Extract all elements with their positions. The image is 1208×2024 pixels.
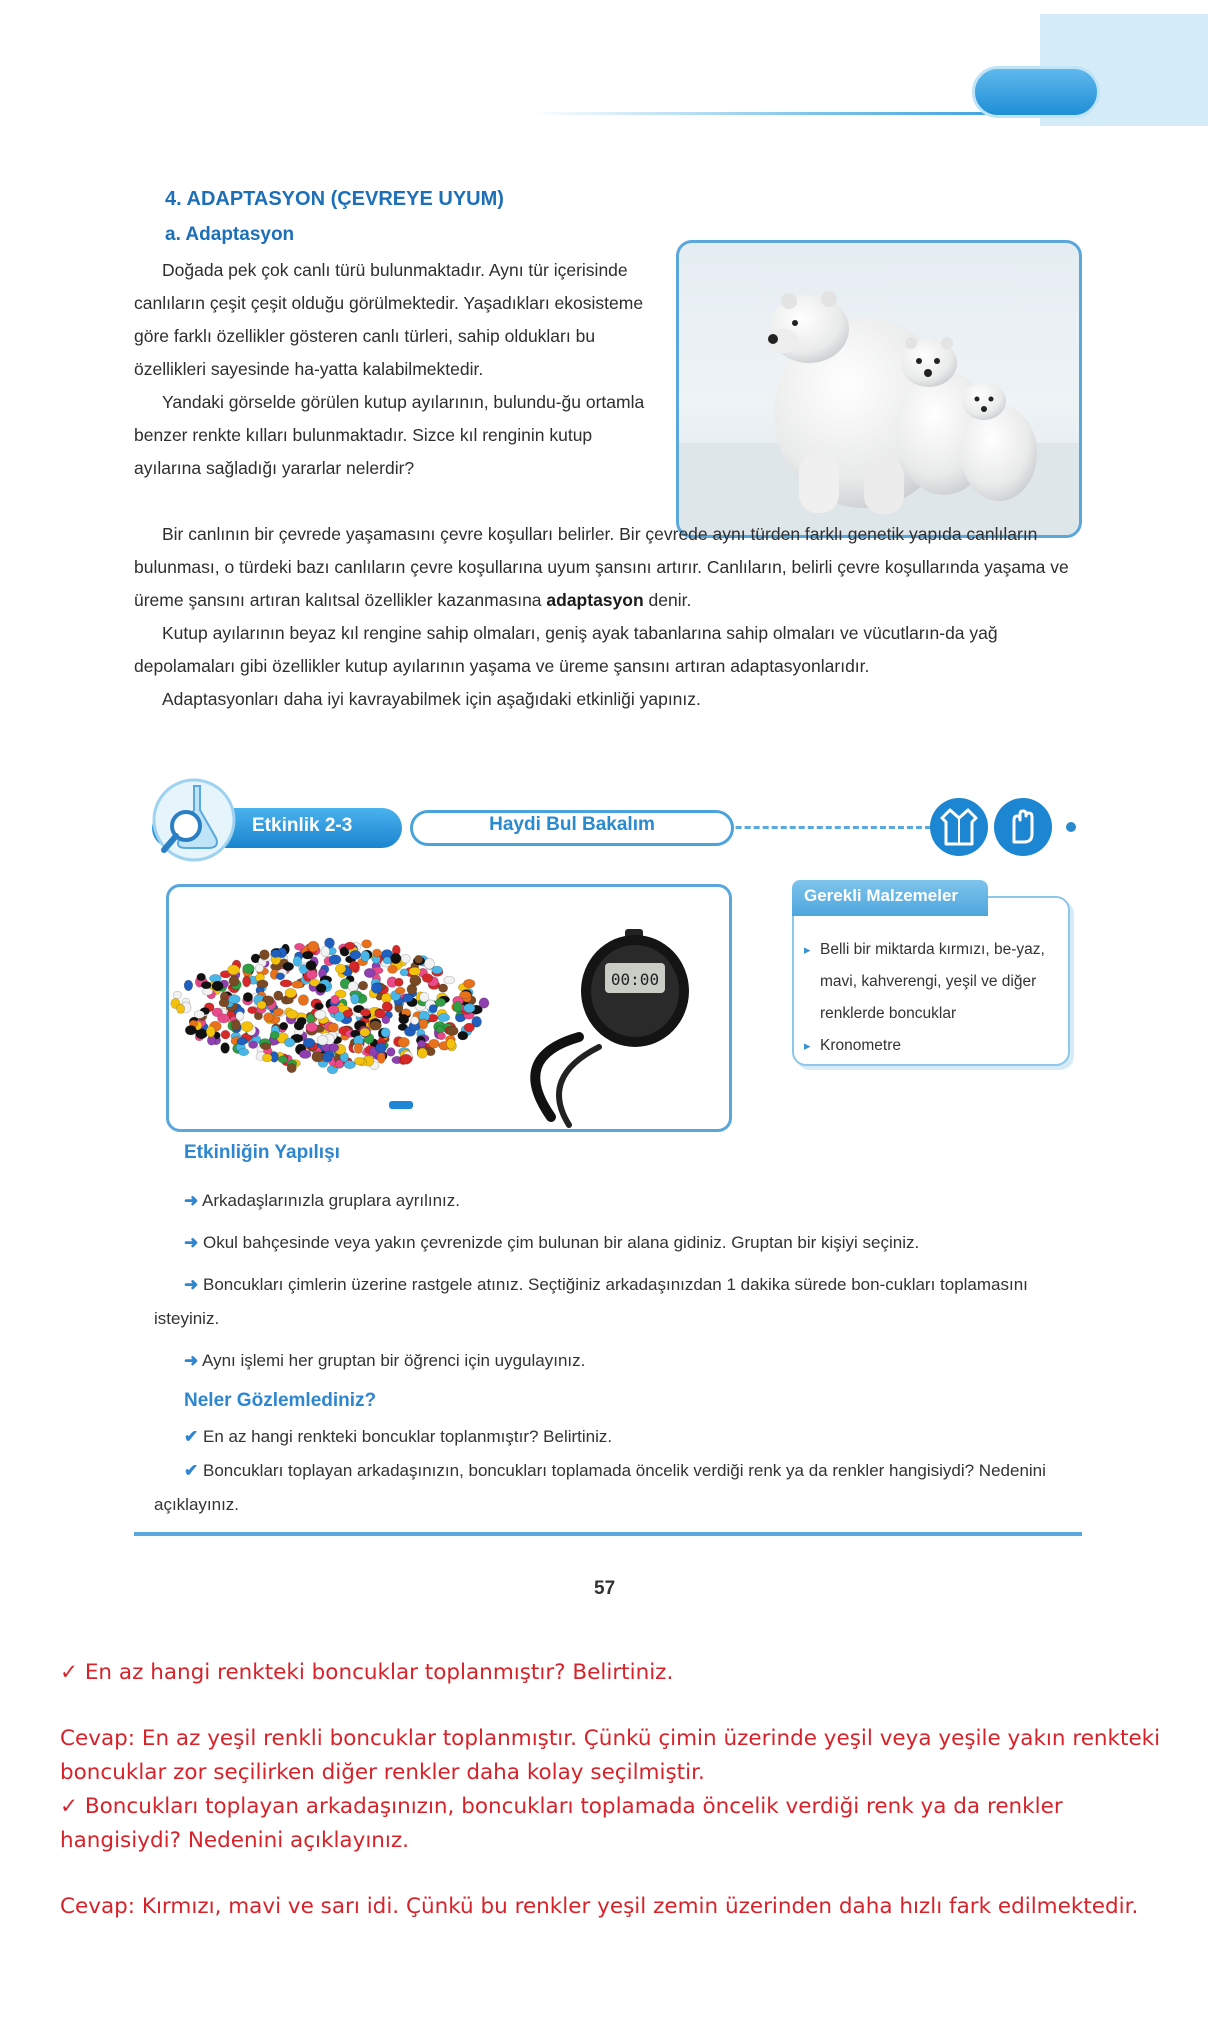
observation-question-2: Boncukları toplayan arkadaşınızın, boncukları toplamada öncelik verdiği renk ya da renkler hangisiydi? Nedenini açıklayınız.	[154, 1461, 1046, 1514]
bead	[221, 1043, 230, 1054]
materials-list	[804, 934, 1060, 1062]
bead	[315, 1003, 324, 1010]
bead	[391, 953, 401, 964]
check-icon: ✔	[184, 1461, 199, 1480]
section-title: 4. ADAPTASYON (ÇEVREYE UYUM)	[165, 188, 504, 210]
bead	[373, 949, 382, 957]
bead	[446, 1026, 458, 1035]
procedure-step-2: Okul bahçesinde veya yakın çevrenizde çim bulunan bir alana gidiniz. Gruptan bir kişiyi seçiniz.	[202, 1233, 920, 1252]
arrow-icon: ➜	[184, 1233, 199, 1252]
stopwatch-icon	[535, 929, 689, 1125]
bead	[439, 984, 448, 992]
polar-bears-illustration	[679, 243, 1079, 535]
magnifier-flask-icon	[150, 776, 238, 864]
definition-text-before: Bir canlının bir çevrede yaşamasını çevre koşulları belirler. Bir çevrede aynı türden farklı genetik yapıda canlıların bulunması, o türdeki bazı canlıların çevre koşullarına uyum şansını artırır. Canlıların, belirli çevre koşullarında yaşama ve üreme şansını artıran kalıtsal özellikler kazanmasına	[134, 524, 1069, 610]
bead	[271, 950, 281, 958]
bead	[388, 965, 398, 973]
bead	[343, 1010, 353, 1017]
bead	[464, 1004, 475, 1013]
bead	[399, 1014, 409, 1024]
arrow-icon: ➜	[184, 1275, 199, 1294]
bead	[395, 978, 403, 986]
beads-illustration	[169, 887, 729, 1129]
bead	[231, 1020, 240, 1031]
bead	[299, 1050, 311, 1059]
bead	[322, 1053, 332, 1062]
subsection-title: a. Adaptasyon	[165, 224, 295, 245]
observation-title: Neler Gözlemlediniz?	[184, 1390, 377, 1411]
bead	[401, 954, 410, 963]
activity-intro-paragraph: Adaptasyonları daha iyi kavrayabilmek için aşağıdaki etkinliği yapınız.	[162, 689, 701, 709]
bead	[177, 1004, 185, 1013]
procedure-title: Etkinliğin Yapılışı	[184, 1142, 340, 1163]
bead	[409, 967, 421, 975]
bead	[293, 956, 302, 966]
svg-text:00:00: 00:00	[610, 970, 660, 989]
bead	[479, 998, 489, 1008]
bead	[194, 1011, 204, 1019]
bead	[249, 1041, 258, 1048]
bears-adaptation-paragraph: Kutup ayılarının beyaz kıl rengine sahip olmaları, geniş ayak tabanlarına sahip olmaları ve vücutların-da yağ depolamaları gibi özellikler kutup ayılarının yaşama ve üreme şansını artıran adaptasyonlarıdır.	[134, 623, 998, 676]
bead	[417, 1048, 427, 1058]
bead	[303, 1038, 315, 1048]
bead	[400, 1054, 411, 1064]
bead	[354, 1057, 364, 1065]
bead	[197, 973, 206, 981]
bead	[228, 995, 240, 1004]
bead	[387, 1048, 396, 1057]
bead	[284, 1038, 295, 1047]
bead	[312, 1052, 323, 1062]
bead	[228, 965, 240, 975]
bead	[239, 1049, 249, 1056]
bead	[206, 1026, 215, 1037]
bead	[453, 1002, 462, 1013]
bead	[270, 1031, 279, 1039]
bead	[328, 1023, 339, 1032]
bead	[229, 976, 239, 986]
bead	[403, 994, 414, 1002]
bead	[286, 1010, 298, 1019]
bead	[364, 968, 375, 977]
bead	[202, 988, 213, 995]
bead	[260, 1043, 271, 1050]
bead	[458, 1031, 468, 1040]
bead	[287, 1064, 296, 1073]
bead	[257, 980, 268, 988]
header-decoration-line	[530, 112, 1010, 115]
materials-item-stopwatch: ▸ Kronometre	[804, 1030, 1060, 1062]
bead	[422, 974, 433, 983]
bead	[447, 1039, 456, 1049]
bead	[400, 969, 408, 976]
bead	[351, 994, 360, 1004]
bead	[438, 1013, 450, 1021]
bead	[257, 1001, 266, 1009]
bead	[361, 951, 370, 962]
bead	[306, 961, 317, 971]
bead	[280, 980, 292, 987]
bead	[383, 957, 391, 964]
bead	[371, 983, 382, 994]
bead	[436, 998, 446, 1006]
definition-paragraph	[134, 518, 1078, 716]
bead	[278, 1056, 287, 1063]
bead	[314, 1010, 326, 1019]
bead	[432, 966, 443, 974]
bead	[236, 1011, 244, 1020]
bead	[329, 955, 341, 965]
bead	[360, 1028, 370, 1036]
bead	[377, 1052, 385, 1063]
bead	[262, 1054, 272, 1062]
bead	[255, 964, 263, 972]
answer-question-1: ✓ En az hangi renkteki boncuklar toplanmıştır? Belirtiniz.	[60, 1660, 674, 1685]
bead	[302, 951, 313, 959]
bead	[335, 964, 346, 973]
bead	[411, 1017, 419, 1025]
bead	[219, 999, 229, 1007]
bead	[414, 955, 422, 963]
page-number: 57	[594, 1578, 616, 1599]
bead	[464, 979, 475, 988]
definition-text-after: denir.	[643, 590, 692, 610]
bead	[221, 1030, 230, 1039]
bead	[328, 1006, 339, 1014]
bead	[354, 1043, 362, 1053]
bead	[243, 976, 251, 987]
bead	[317, 1036, 328, 1046]
bead	[285, 988, 296, 997]
bead	[429, 1039, 440, 1048]
answer-text-1: Cevap: En az yeşil renkli boncuklar toplanmıştır. Çünkü çimin üzerinde yeşil veya yeşile yakın renkteki boncuklar zor seçilirken diğer renkler daha kolay seçilmiştir.	[60, 1726, 1161, 1785]
bead	[264, 1013, 274, 1023]
bead	[436, 1026, 444, 1033]
definition-term: adaptasyon	[546, 590, 644, 610]
answers-section	[60, 1656, 1170, 1924]
bead	[360, 1009, 370, 1017]
bead	[243, 992, 252, 1001]
bead	[419, 1019, 428, 1029]
bead	[294, 1021, 304, 1030]
bead	[335, 1060, 343, 1068]
bead	[283, 962, 294, 971]
bead	[359, 981, 368, 990]
activity-name: Haydi Bul Bakalım	[489, 814, 655, 835]
materials-title: Gerekli Malzemeler	[804, 886, 959, 905]
bead	[376, 1043, 387, 1053]
bead	[243, 964, 255, 973]
materials-item-beads: ▸ Belli bir miktarda kırmızı, be-yaz, mavi, kahverengi, yeşil ve diğer renklerde boncuklar	[804, 934, 1060, 1030]
bead	[260, 950, 270, 960]
bead	[348, 981, 358, 991]
procedure-step-4: Aynı işlemi her gruptan bir öğrenci için uygulayınız.	[202, 1351, 586, 1370]
observation-questions	[154, 1420, 1062, 1522]
bead	[298, 995, 308, 1006]
procedure-steps	[154, 1184, 1064, 1378]
gloves-icon	[994, 798, 1052, 856]
bead	[329, 1044, 338, 1052]
bead	[184, 980, 193, 991]
bead	[273, 1008, 283, 1016]
bead	[294, 943, 304, 950]
bead	[331, 995, 340, 1004]
bead	[381, 1028, 390, 1037]
bead	[292, 981, 304, 988]
answer-text-2: Cevap: Kırmızı, mavi ve sarı idi. Çünkü bu renkler yeşil zemin üzerinden daha hızlı fark edilmektedir.	[60, 1894, 1139, 1919]
bead	[274, 991, 283, 1001]
polar-bears-image	[676, 240, 1082, 538]
beads-stopwatch-image	[166, 884, 732, 1132]
bead	[464, 1023, 474, 1032]
bead	[350, 950, 361, 959]
bead	[395, 987, 405, 994]
check-icon: ✔	[184, 1427, 199, 1446]
content-bottom-rule	[134, 1532, 1082, 1536]
bead	[212, 981, 223, 991]
arrow-icon: ➜	[184, 1191, 199, 1210]
bead	[173, 991, 181, 999]
bead	[280, 1022, 288, 1030]
bead	[321, 946, 330, 957]
answer-question-2: ✓ Boncukları toplayan arkadaşınızın, boncukları toplamada öncelik verdiği renk ya da renkler hangisiydi? Nedenini açıklayınız.	[60, 1794, 1063, 1853]
bead	[218, 1014, 230, 1023]
bead	[306, 1022, 318, 1032]
bead	[444, 976, 455, 984]
intro-paragraph-2: Yandaki görselde görülen kutup ayılarının, bulundu-ğu ortamla benzer renkte kılları bulunmaktadır. Sizce kıl renginin kutup ayılarına sağladığı yararlar nelerdir?	[134, 392, 645, 478]
bead	[375, 1010, 385, 1019]
bead	[237, 1038, 247, 1045]
observation-question-1: En az hangi renkteki boncuklar toplanmıştır? Belirtiniz.	[202, 1427, 613, 1446]
bead	[345, 942, 355, 949]
bead	[316, 984, 326, 993]
activity-label: Etkinlik 2-3	[252, 815, 353, 836]
bead	[437, 1032, 445, 1039]
bead	[410, 975, 421, 986]
bead	[185, 1025, 196, 1035]
bead	[276, 973, 285, 980]
lab-coat-icon	[930, 798, 988, 856]
bead	[429, 1005, 437, 1013]
bead	[382, 1002, 392, 1011]
bead	[370, 1021, 382, 1031]
bead	[308, 941, 319, 952]
intro-text	[134, 254, 648, 485]
intro-paragraph-1: Doğada pek çok canlı türü bulunmaktadır. Aynı tür içerisinde canlıların çeşit çeşit olduğu görülmektedir. Yaşadıkları ekosisteme göre farklı özellikler gösteren canlı türleri, sahip oldukları bu özellikleri sayesinde ha-yatta kalabilmektedir.	[134, 260, 644, 379]
bead	[350, 961, 358, 971]
bead	[418, 1040, 426, 1048]
banner-end-dot	[1066, 822, 1076, 832]
bead	[398, 1037, 410, 1047]
header-decoration-tab	[972, 66, 1100, 118]
bead	[306, 970, 317, 980]
arrow-icon: ➜	[184, 1351, 199, 1370]
procedure-step-3: Boncukları çimlerin üzerine rastgele atınız. Seçtiğiniz arkadaşınızdan 1 dakika sürede bon-cukları toplamasını isteyiniz.	[154, 1275, 1028, 1328]
bead	[241, 1022, 253, 1032]
bead	[460, 991, 472, 999]
bead	[362, 940, 372, 948]
procedure-step-1: Arkadaşlarınızla gruplara ayrılınız.	[202, 1191, 460, 1210]
bead	[201, 981, 211, 988]
